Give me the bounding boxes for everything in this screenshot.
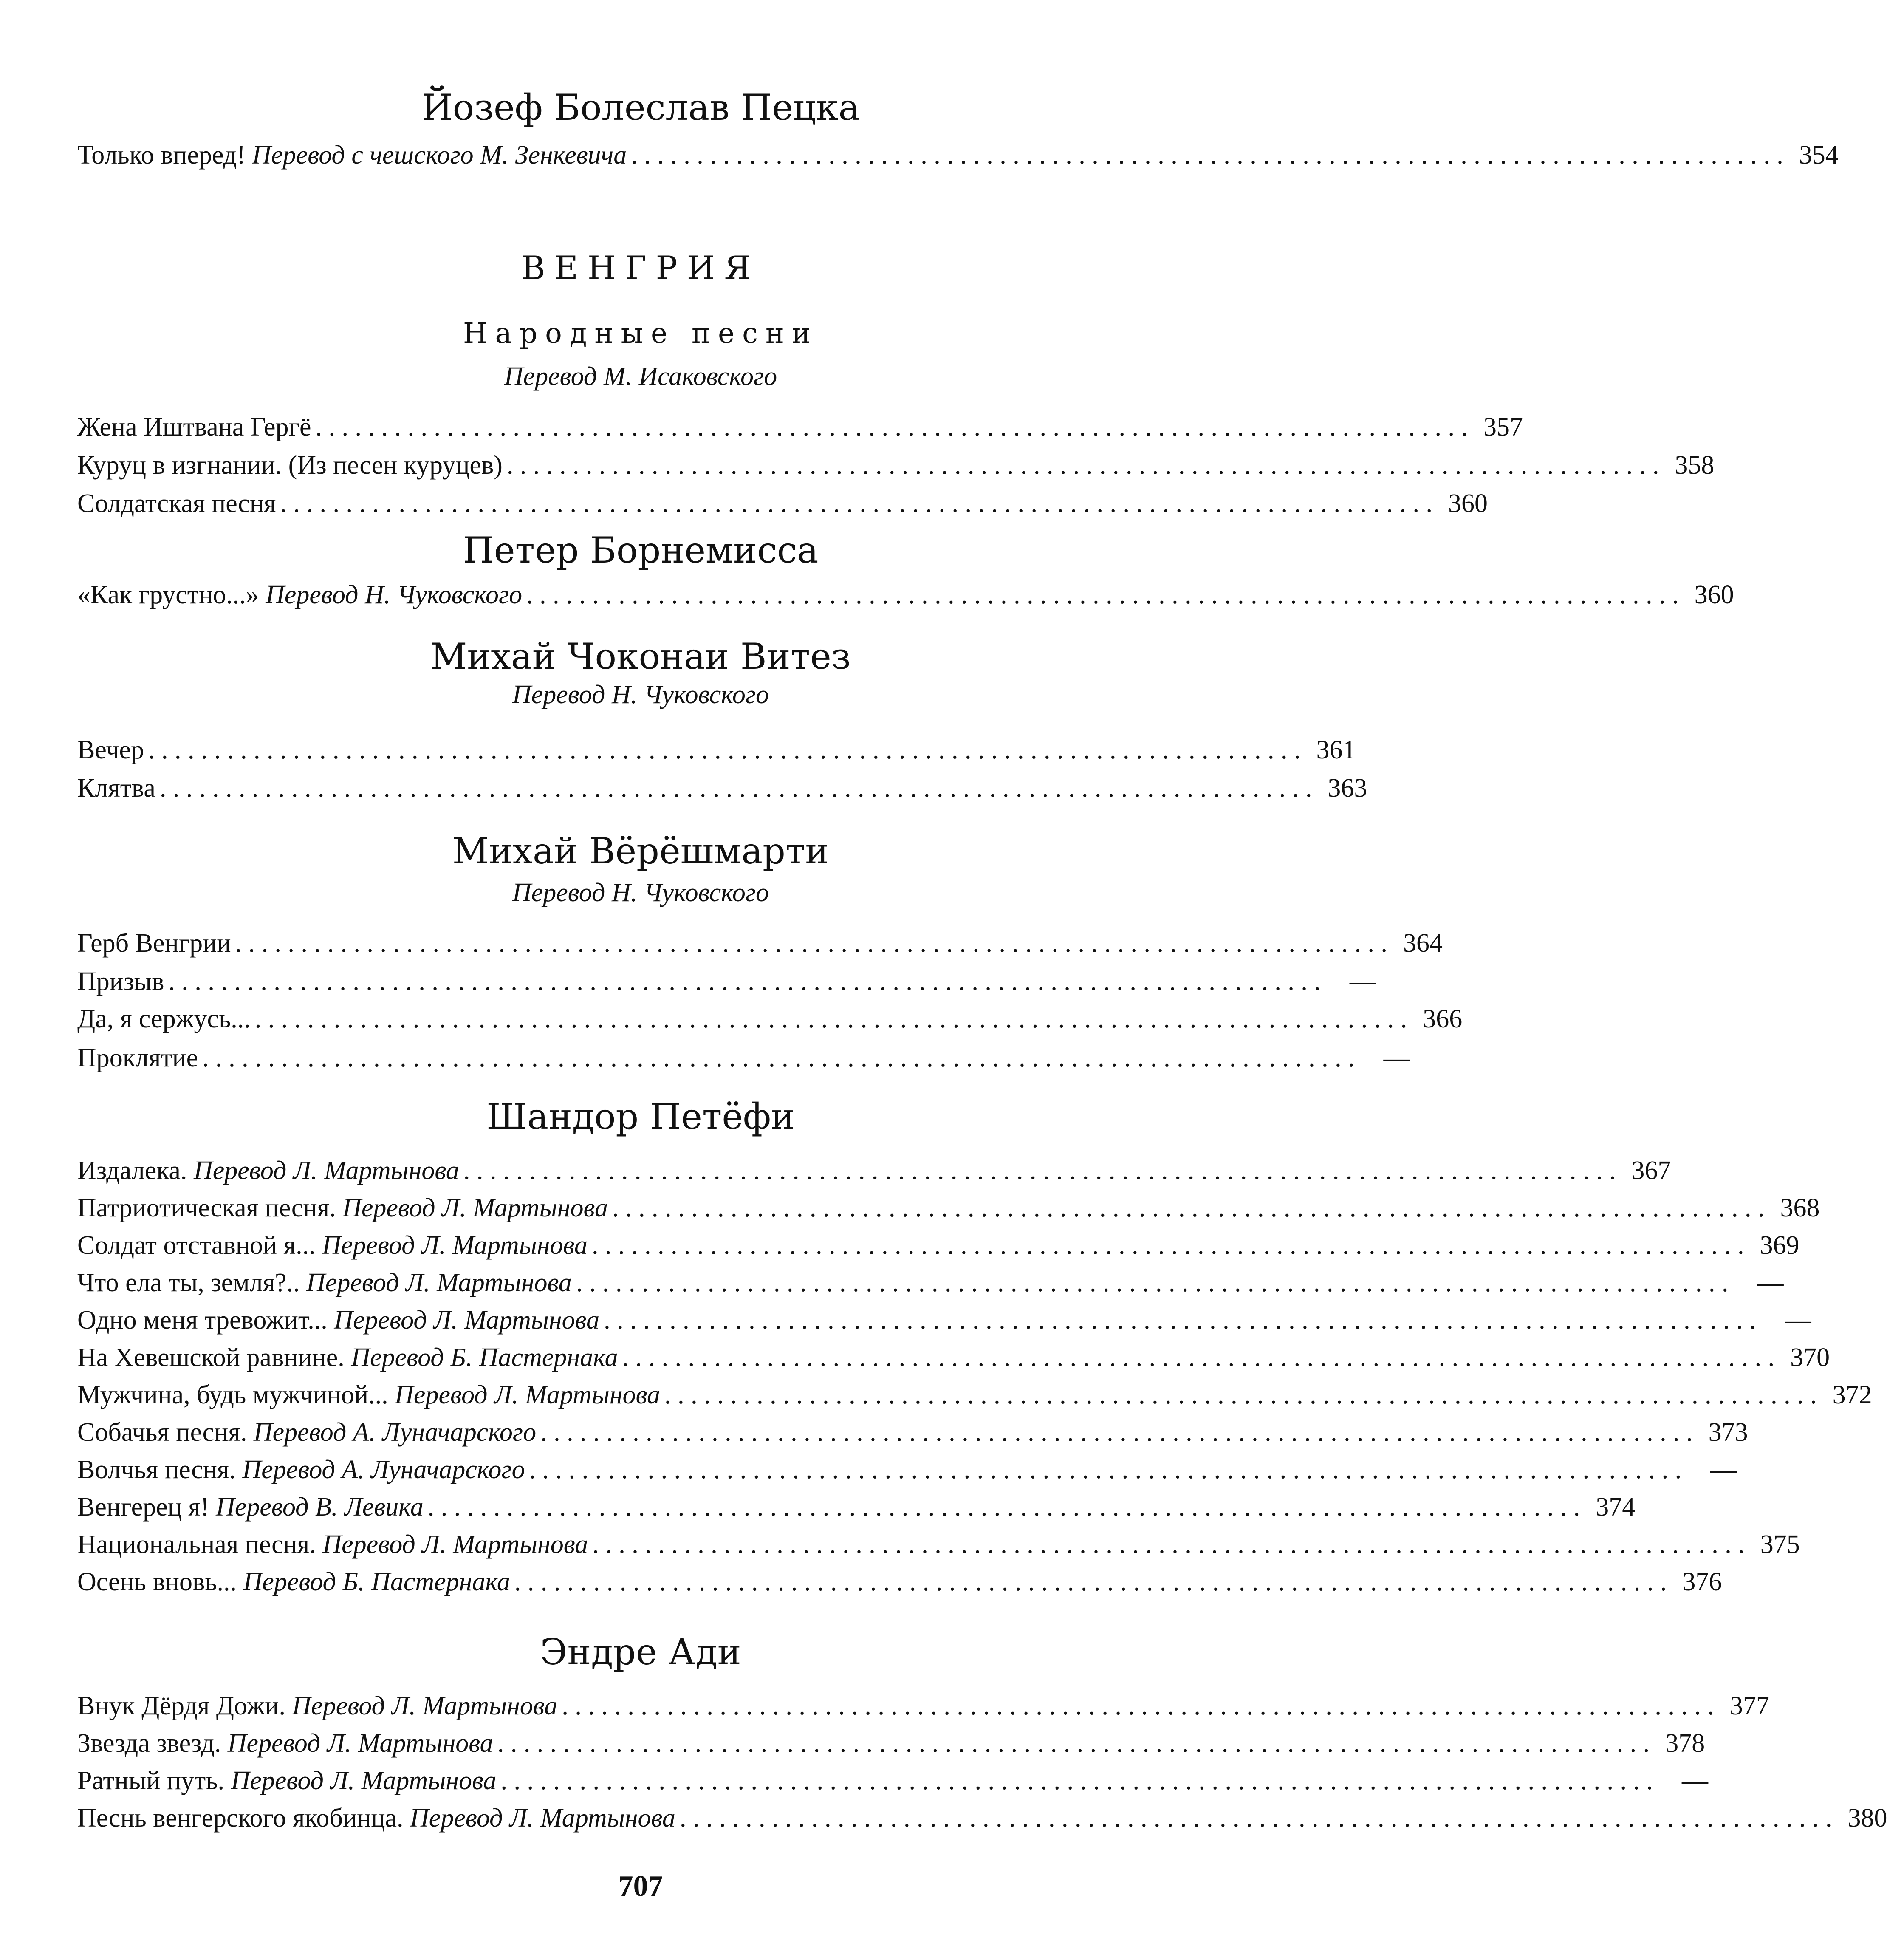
toc-entry: Солдатская песня . . . . . . . . . . . . . . . . . . . . . . . . . . . . . . . . . . . . . . . . . . . . . . . . . . . . . . . . . . . . . . . . . . . . . . . . . . . . . . . . . . . . . . . . 360 <box>77 486 1179 520</box>
entry-translator: Перевод А. Луначарского <box>253 1418 537 1447</box>
author-heading: Петер Борнемисса <box>463 529 819 571</box>
toc-entry: Волчья песня. Перевод А. Луначарского . . . . . . . . . . . . . . . . . . . . . . . . . . . . . . . . . . . . . . . . . . . . . . . . . . . . . . . . . . . . . . . . . . . . . . . . . . . . . . . . . . . . . . . . — <box>77 1453 1179 1487</box>
entry-title: Песнь венгерского якобинца. <box>77 1804 404 1833</box>
entry-page: 369 <box>1760 1231 1799 1260</box>
entry-page: — <box>1383 1044 1410 1072</box>
toc-entry: Мужчина, будь мужчиной... Перевод Л. Мартынова . . . . . . . . . . . . . . . . . . . . . . . . . . . . . . . . . . . . . . . . . . . . . . . . . . . . . . . . . . . . . . . . . . . . . . . . . . . . . . . . . . . . . . . . 372 <box>77 1378 1179 1412</box>
entry-title: Только вперед! <box>77 141 246 170</box>
section-translator: Перевод Н. Чуковского <box>512 878 769 907</box>
toc-entry: Клятва . . . . . . . . . . . . . . . . . . . . . . . . . . . . . . . . . . . . . . . . . . . . . . . . . . . . . . . . . . . . . . . . . . . . . . . . . . . . . . . . . . . . . . . . 363 <box>77 771 1179 805</box>
toc-entry: Жена Иштвана Гергё . . . . . . . . . . . . . . . . . . . . . . . . . . . . . . . . . . . . . . . . . . . . . . . . . . . . . . . . . . . . . . . . . . . . . . . . . . . . . . . . . . . . . . . . 357 <box>77 410 1179 444</box>
entry-page: 375 <box>1760 1530 1800 1559</box>
entry-title: Собачья песня. <box>77 1418 247 1447</box>
entry-translator: Перевод Б. Пастернака <box>243 1567 510 1596</box>
entry-translator: Перевод Л. Мартынова <box>322 1231 588 1260</box>
entry-title: «Как грустно...» <box>77 580 259 609</box>
entry-translator: Перевод Л. Мартынова <box>231 1766 497 1795</box>
entry-translator: Перевод Л. Мартынова <box>410 1804 675 1833</box>
entry-page: — <box>1710 1455 1737 1484</box>
country-heading: ВЕНГРИЯ <box>521 249 760 287</box>
entry-translator: Перевод Б. Пастернака <box>351 1343 618 1372</box>
toc-entry: Песнь венгерского якобинца. Перевод Л. Мартынова . . . . . . . . . . . . . . . . . . . . . . . . . . . . . . . . . . . . . . . . . . . . . . . . . . . . . . . . . . . . . . . . . . . . . . . . . . . . . . . . . . . . . . . . 380 <box>77 1801 1179 1835</box>
page-number: 707 <box>618 1870 663 1903</box>
entry-title: Клятва <box>77 774 155 803</box>
entry-page: 372 <box>1832 1380 1872 1409</box>
toc-entry: Внук Дёрдя Дожи. Перевод Л. Мартынова . . . . . . . . . . . . . . . . . . . . . . . . . . . . . . . . . . . . . . . . . . . . . . . . . . . . . . . . . . . . . . . . . . . . . . . . . . . . . . . . . . . . . . . . 377 <box>77 1689 1179 1723</box>
entry-title: Солдат отставной я... <box>77 1231 316 1260</box>
entry-title: Жена Иштвана Гергё <box>77 413 311 441</box>
toc-entry: Куруц в изгнании. (Из песен куруцев) . . . . . . . . . . . . . . . . . . . . . . . . . . . . . . . . . . . . . . . . . . . . . . . . . . . . . . . . . . . . . . . . . . . . . . . . . . . . . . . . . . . . . . . . 358 <box>77 448 1179 482</box>
author-heading: Шандор Петёфи <box>486 1096 795 1137</box>
author-heading: Михай Чоконаи Витез <box>430 636 851 677</box>
toc-entry: На Хевешской равнине. Перевод Б. Пастернака . . . . . . . . . . . . . . . . . . . . . . . . . . . . . . . . . . . . . . . . . . . . . . . . . . . . . . . . . . . . . . . . . . . . . . . . . . . . . . . . . . . . . . . . 370 <box>77 1341 1179 1375</box>
toc-entry: Проклятие . . . . . . . . . . . . . . . . . . . . . . . . . . . . . . . . . . . . . . . . . . . . . . . . . . . . . . . . . . . . . . . . . . . . . . . . . . . . . . . . . . . . . . . . — <box>77 1041 1179 1075</box>
author-heading: Михай Вёрёшмарти <box>452 830 829 872</box>
entry-page: 358 <box>1675 451 1715 480</box>
toc-entry: Ратный путь. Перевод Л. Мартынова . . . . . . . . . . . . . . . . . . . . . . . . . . . . . . . . . . . . . . . . . . . . . . . . . . . . . . . . . . . . . . . . . . . . . . . . . . . . . . . . . . . . . . . . — <box>77 1764 1179 1798</box>
toc-entry: Да, я сержусь... . . . . . . . . . . . . . . . . . . . . . . . . . . . . . . . . . . . . . . . . . . . . . . . . . . . . . . . . . . . . . . . . . . . . . . . . . . . . . . . . . . . . . . . . 366 <box>77 1002 1179 1036</box>
entry-page: — <box>1785 1306 1811 1335</box>
toc-entry: Солдат отставной я... Перевод Л. Мартынова . . . . . . . . . . . . . . . . . . . . . . . . . . . . . . . . . . . . . . . . . . . . . . . . . . . . . . . . . . . . . . . . . . . . . . . . . . . . . . . . . . . . . . . . 369 <box>77 1228 1179 1262</box>
entry-title: Проклятие <box>77 1044 198 1072</box>
entry-title: На Хевешской равнине. <box>77 1343 345 1372</box>
entry-page: 376 <box>1682 1567 1722 1596</box>
entry-title: Куруц в изгнании. (Из песен куруцев) <box>77 451 503 480</box>
entry-page: 357 <box>1483 413 1523 441</box>
entry-translator: Перевод Л. Мартынова <box>227 1729 493 1758</box>
entry-title: Да, я сержусь... <box>77 1004 251 1033</box>
toc-entry: Патриотическая песня. Перевод Л. Мартынова . . . . . . . . . . . . . . . . . . . . . . . . . . . . . . . . . . . . . . . . . . . . . . . . . . . . . . . . . . . . . . . . . . . . . . . . . . . . . . . . . . . . . . . . 368 <box>77 1191 1179 1225</box>
entry-page: 380 <box>1847 1804 1887 1833</box>
entry-translator: Перевод Н. Чуковского <box>266 580 523 609</box>
entry-page: 370 <box>1790 1343 1830 1372</box>
section-heading: Народные песни <box>463 317 819 350</box>
toc-entry: Что ела ты, земля?.. Перевод Л. Мартынова . . . . . . . . . . . . . . . . . . . . . . . . . . . . . . . . . . . . . . . . . . . . . . . . . . . . . . . . . . . . . . . . . . . . . . . . . . . . . . . . . . . . . . . . — <box>77 1266 1179 1300</box>
toc-entry: Вечер . . . . . . . . . . . . . . . . . . . . . . . . . . . . . . . . . . . . . . . . . . . . . . . . . . . . . . . . . . . . . . . . . . . . . . . . . . . . . . . . . . . . . . . . 361 <box>77 733 1179 767</box>
entry-page: — <box>1681 1766 1708 1795</box>
entry-title: Герб Венгрии <box>77 929 231 958</box>
entry-title: Звезда звезд. <box>77 1729 221 1758</box>
entry-translator: Перевод с чешского М. Зенкевича <box>252 141 627 170</box>
toc-entry: Собачья песня. Перевод А. Луначарского . . . . . . . . . . . . . . . . . . . . . . . . . . . . . . . . . . . . . . . . . . . . . . . . . . . . . . . . . . . . . . . . . . . . . . . . . . . . . . . . . . . . . . . . 373 <box>77 1415 1179 1449</box>
toc-entry: Осень вновь... Перевод Б. Пастернака . . . . . . . . . . . . . . . . . . . . . . . . . . . . . . . . . . . . . . . . . . . . . . . . . . . . . . . . . . . . . . . . . . . . . . . . . . . . . . . . . . . . . . . . 376 <box>77 1565 1179 1599</box>
entry-page: 377 <box>1729 1691 1769 1720</box>
toc-entry: Одно меня тревожит... Перевод Л. Мартынова . . . . . . . . . . . . . . . . . . . . . . . . . . . . . . . . . . . . . . . . . . . . . . . . . . . . . . . . . . . . . . . . . . . . . . . . . . . . . . . . . . . . . . . . — <box>77 1303 1179 1337</box>
entry-page: 360 <box>1694 580 1734 609</box>
section-translator: Перевод М. Исаковского <box>504 362 777 391</box>
entry-page: — <box>1349 967 1376 996</box>
entry-title: Патриотическая песня. <box>77 1194 336 1222</box>
entry-translator: Перевод Л. Мартынова <box>193 1156 459 1185</box>
entry-page: 363 <box>1328 774 1367 803</box>
entry-translator: Перевод Л. Мартынова <box>342 1194 608 1222</box>
entry-title: Одно меня тревожит... <box>77 1306 328 1335</box>
entry-title: Издалека. <box>77 1156 187 1185</box>
toc-entry: Герб Венгрии . . . . . . . . . . . . . . . . . . . . . . . . . . . . . . . . . . . . . . . . . . . . . . . . . . . . . . . . . . . . . . . . . . . . . . . . . . . . . . . . . . . . . . . . 364 <box>77 926 1179 960</box>
entry-page: 354 <box>1799 141 1839 170</box>
entry-translator: Перевод Л. Мартынова <box>306 1268 572 1297</box>
toc-entry: Издалека. Перевод Л. Мартынова . . . . . . . . . . . . . . . . . . . . . . . . . . . . . . . . . . . . . . . . . . . . . . . . . . . . . . . . . . . . . . . . . . . . . . . . . . . . . . . . . . . . . . . . 367 <box>77 1154 1179 1188</box>
entry-translator: Перевод Л. Мартынова <box>395 1380 661 1409</box>
entry-page: 360 <box>1448 489 1488 518</box>
entry-page: 374 <box>1596 1493 1636 1522</box>
entry-title: Ратный путь. <box>77 1766 225 1795</box>
entry-translator: Перевод А. Луначарского <box>242 1455 525 1484</box>
toc-entry: Венгерец я! Перевод В. Левика . . . . . . . . . . . . . . . . . . . . . . . . . . . . . . . . . . . . . . . . . . . . . . . . . . . . . . . . . . . . . . . . . . . . . . . . . . . . . . . . . . . . . . . . 374 <box>77 1490 1179 1524</box>
toc-entry: Только вперед! Перевод с чешского М. Зенкевича . . . . . . . . . . . . . . . . . . . . . . . . . . . . . . . . . . . . . . . . . . . . . . . . . . . . . . . . . . . . . . . . . . . . . . . . . . . . . . . . . . . . . . . . 354 <box>77 138 1179 172</box>
entry-translator: Перевод В. Левика <box>216 1493 424 1522</box>
toc-entry: Призыв . . . . . . . . . . . . . . . . . . . . . . . . . . . . . . . . . . . . . . . . . . . . . . . . . . . . . . . . . . . . . . . . . . . . . . . . . . . . . . . . . . . . . . . . — <box>77 964 1179 998</box>
entry-translator: Перевод Л. Мартынова <box>292 1691 558 1720</box>
author-heading: Эндре Ади <box>540 1631 741 1673</box>
toc-entry: «Как грустно...» Перевод Н. Чуковского . . . . . . . . . . . . . . . . . . . . . . . . . . . . . . . . . . . . . . . . . . . . . . . . . . . . . . . . . . . . . . . . . . . . . . . . . . . . . . . . . . . . . . . . 360 <box>77 578 1179 612</box>
entry-title: Внук Дёрдя Дожи. <box>77 1691 285 1720</box>
entry-page: 367 <box>1631 1156 1671 1185</box>
entry-page: 373 <box>1708 1418 1748 1447</box>
entry-page: 361 <box>1316 735 1356 764</box>
entry-page: — <box>1757 1268 1784 1297</box>
entry-title: Солдатская песня <box>77 489 276 518</box>
toc-entry: Звезда звезд. Перевод Л. Мартынова . . . . . . . . . . . . . . . . . . . . . . . . . . . . . . . . . . . . . . . . . . . . . . . . . . . . . . . . . . . . . . . . . . . . . . . . . . . . . . . . . . . . . . . . 378 <box>77 1726 1179 1760</box>
entry-title: Что ела ты, земля?.. <box>77 1268 300 1297</box>
entry-page: 364 <box>1403 929 1443 958</box>
entry-title: Волчья песня. <box>77 1455 236 1484</box>
entry-title: Венгерец я! <box>77 1493 209 1522</box>
entry-translator: Перевод Л. Мартынова <box>322 1530 588 1559</box>
author-heading: Йозеф Болеслав Пецка <box>421 87 860 128</box>
section-translator: Перевод Н. Чуковского <box>512 680 769 709</box>
entry-page: 368 <box>1780 1194 1820 1222</box>
entry-page: 378 <box>1665 1729 1705 1758</box>
entry-title: Осень вновь... <box>77 1567 237 1596</box>
entry-page: 366 <box>1423 1004 1463 1033</box>
entry-title: Призыв <box>77 967 164 996</box>
entry-title: Мужчина, будь мужчиной... <box>77 1380 388 1409</box>
toc-entry: Национальная песня. Перевод Л. Мартынова . . . . . . . . . . . . . . . . . . . . . . . . . . . . . . . . . . . . . . . . . . . . . . . . . . . . . . . . . . . . . . . . . . . . . . . . . . . . . . . . . . . . . . . . 375 <box>77 1527 1179 1561</box>
entry-translator: Перевод Л. Мартынова <box>334 1306 600 1335</box>
entry-title: Вечер <box>77 735 144 764</box>
entry-title: Национальная песня. <box>77 1530 316 1559</box>
